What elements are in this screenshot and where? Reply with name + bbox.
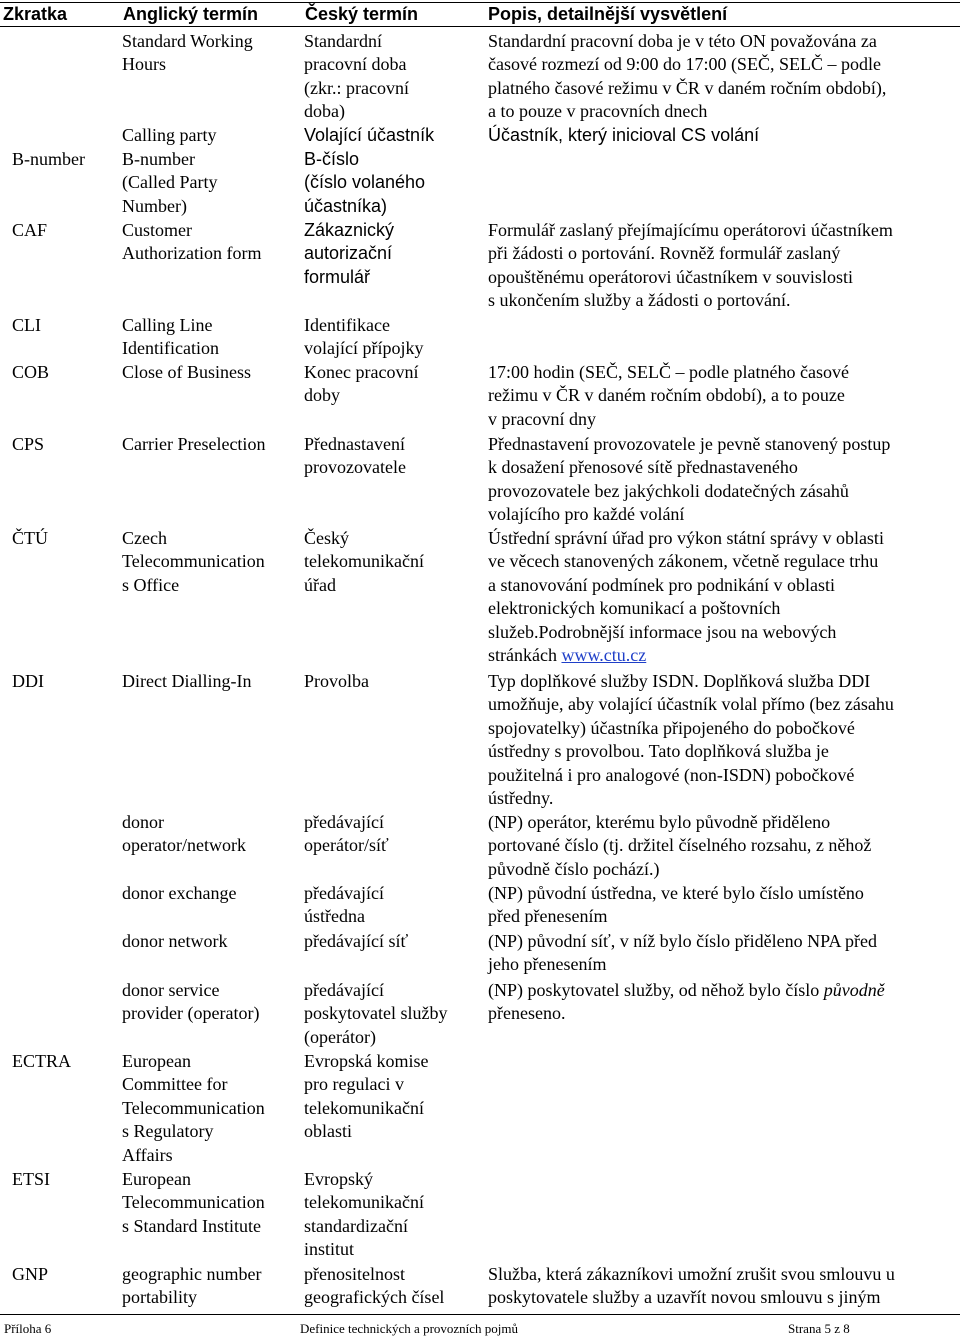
english-term-cell: [122, 930, 298, 953]
english-term-cell: [122, 314, 298, 361]
cell-line: Konec pracovní: [304, 362, 419, 382]
cell-line: Affairs: [122, 1144, 173, 1165]
cell-line: s ukončením služby a žádosti o portování.: [488, 290, 791, 311]
cell-line: donor exchange: [122, 883, 237, 903]
cell-line: Calling Line: [122, 315, 213, 335]
cell-line: Volající účastník: [304, 125, 435, 145]
abbreviation: CAF: [12, 220, 48, 240]
description-cell: [488, 219, 950, 313]
cell-line: Telecommunication: [122, 1097, 265, 1118]
cell-line: provider (operator): [122, 1003, 260, 1024]
cell-line: (Called Party: [122, 172, 218, 193]
cell-line: Hours: [122, 54, 166, 75]
abbr-cell: [12, 1168, 116, 1191]
cell-line: Committee for: [122, 1074, 228, 1095]
english-term-cell: [122, 30, 298, 77]
cell-line: telekomunikační: [304, 551, 424, 572]
cell-line: předávající: [304, 812, 384, 832]
cell-line: Customer: [122, 220, 192, 240]
cell-line: původně číslo pochází.): [488, 858, 660, 879]
english-term-cell: [122, 670, 298, 693]
cell-line: služeb.Podrobnější informace jsou na webových: [488, 621, 837, 642]
cell-line: úřad: [304, 574, 336, 595]
cell-line: volajícího pro každé volání: [488, 504, 685, 525]
cell-line: (číslo volaného: [304, 172, 426, 193]
description-cell: [488, 361, 950, 431]
text-run: stránkách: [488, 645, 562, 666]
cell-line: poskytovatel služby: [304, 1003, 448, 1024]
abbreviation: ECTRA: [12, 1051, 72, 1071]
czech-term-cell: [304, 148, 480, 218]
footer-page-number: Strana 5 z 8: [788, 1321, 850, 1336]
abbreviation: ČTÚ: [12, 528, 48, 548]
cell-line: portované číslo (tj. držitel číselného rozsahu, z něhož: [488, 835, 872, 856]
cell-line: Telecommunication: [122, 1192, 265, 1213]
cell-line: Identifikace: [304, 315, 390, 335]
header-anglicky: Anglický termín: [123, 4, 259, 24]
czech-term-cell: [304, 314, 480, 361]
cell-line: oblasti: [304, 1121, 352, 1142]
czech-term-cell: [304, 124, 480, 147]
cell-line: Czech: [122, 528, 167, 548]
cell-line: Authorization form: [122, 243, 262, 264]
description-cell: [488, 979, 950, 1026]
czech-term-cell: [304, 882, 480, 929]
cell-line: Number): [122, 195, 187, 216]
cell-line: donor network: [122, 931, 228, 951]
cell-line: použitelná i pro analogové (non-ISDN) pobočkové: [488, 764, 855, 785]
abbr-cell: [12, 670, 116, 693]
cell-line: Identification: [122, 338, 219, 359]
cell-line: časové rozmezí od 9:00 do 17:00 (SEČ, SELČ – podle: [488, 54, 881, 75]
abbr-cell: [12, 527, 116, 550]
cell-line: s Regulatory: [122, 1121, 214, 1142]
cell-line: standardizační: [304, 1215, 408, 1236]
cell-line: platného časové režimu v ČR v daném ročním období),: [488, 77, 887, 98]
abbr-cell: [12, 361, 116, 384]
cell-line: umožňuje, aby volající účastník volal přímo (bez zásahu: [488, 694, 894, 715]
description-cell: [488, 811, 950, 881]
cell-line: doba): [304, 101, 345, 122]
cell-line: donor: [122, 812, 164, 832]
english-term-cell: [122, 361, 298, 384]
description-cell: [488, 670, 950, 810]
czech-term-cell: [304, 30, 480, 124]
czech-term-cell: [304, 1168, 480, 1262]
cell-line: s Office: [122, 574, 180, 595]
cell-line: (zkr.: pracovní: [304, 77, 409, 98]
description-cell: [488, 433, 950, 527]
cell-line: Standard Working: [122, 31, 253, 51]
czech-term-cell: [304, 670, 480, 693]
abbr-cell: [12, 314, 116, 337]
cell-line: účastníka): [304, 195, 388, 216]
czech-term-cell: [304, 1263, 480, 1310]
czech-term-cell: [304, 979, 480, 1049]
abbreviation: COB: [12, 362, 50, 382]
cell-line: (operátor): [304, 1026, 376, 1047]
cell-line: k dosažení přenosové sítě přednastaveného: [488, 457, 798, 478]
cell-line: Standardní pracovní doba je v této ON považována za: [488, 31, 877, 51]
cell-line: donor service: [122, 980, 220, 1000]
cell-line: pro regulaci v: [304, 1074, 404, 1095]
emphasis-text: původně: [823, 980, 885, 1000]
cell-line: telekomunikační: [304, 1192, 424, 1213]
cell-line: (NP) operátor, kterému bylo původně přiděleno: [488, 812, 831, 832]
description-cell: [488, 527, 950, 667]
cell-line: spojovatelky) účastníka připojeného do pobočkové: [488, 717, 855, 738]
english-term-cell: [122, 979, 298, 1026]
english-term-cell: [122, 1050, 298, 1167]
description-cell: [488, 930, 950, 977]
abbreviation: CPS: [12, 434, 45, 454]
cell-line: pracovní doba: [304, 54, 407, 75]
cell-line: B-číslo: [304, 149, 360, 169]
footer-rule: [0, 1314, 960, 1315]
cell-line: European: [122, 1051, 191, 1071]
cell-line: a to pouze v pracovních dnech: [488, 101, 708, 122]
cell-line: volající přípojky: [304, 338, 424, 359]
cell-line: Evropský: [304, 1169, 373, 1189]
description-cell: [488, 882, 950, 929]
text-run: (NP) poskytovatel služby, od něhož bylo číslo: [488, 980, 824, 1000]
czech-term-cell: [304, 811, 480, 858]
czech-term-cell: [304, 930, 480, 953]
cell-line: formulář: [304, 266, 371, 287]
english-term-cell: [122, 148, 298, 218]
abbr-cell: [12, 219, 116, 242]
header-cesky: Český termín: [305, 4, 419, 24]
cell-line: při žádosti o portování. Rovněž formulář zaslaný: [488, 243, 841, 264]
cell-line: [488, 979, 950, 1002]
english-term-cell: [122, 1263, 298, 1310]
description-cell: [488, 30, 950, 124]
cell-line: jeho přenesením: [488, 954, 607, 975]
cell-line: operator/network: [122, 835, 246, 856]
english-term-cell: [122, 219, 298, 266]
cell-line: poskytovatele služby a uzavřít novou smlouvu s jiným: [488, 1287, 881, 1308]
footer-title: Definice technických a provozních pojmů: [300, 1321, 519, 1336]
czech-term-cell: [304, 527, 480, 597]
cell-line: ústředny s provolbou. Tato doplňková služba je: [488, 741, 829, 762]
cell-line: Přednastavení: [304, 434, 405, 454]
czech-term-cell: [304, 1050, 480, 1144]
cell-line: ústředna: [304, 906, 365, 927]
abbreviation: B-number: [12, 149, 85, 169]
abbreviation: DDI: [12, 671, 44, 691]
cell-line: [488, 644, 950, 667]
abbreviation: GNP: [12, 1264, 49, 1284]
footer-attachment: Příloha 6: [4, 1321, 52, 1336]
cell-line: Standardní: [304, 31, 382, 51]
abbr-cell: [12, 148, 116, 171]
abbr-cell: [12, 1050, 116, 1073]
cell-line: elektronických komunikací a poštovních: [488, 598, 781, 619]
cell-line: institut: [304, 1239, 355, 1260]
cell-line: přenositelnost: [304, 1264, 405, 1284]
cell-line: Formulář zaslaný přejímajícímu operátorovi účastníkem: [488, 220, 893, 240]
cell-line: předávající: [304, 883, 384, 903]
cell-line: geografických čísel: [304, 1287, 445, 1308]
cell-line: Telecommunication: [122, 551, 265, 572]
cell-line: 17:00 hodin (SEČ, SELČ – podle platného časové: [488, 362, 849, 382]
cell-line: autorizační: [304, 243, 393, 264]
header-popis: Popis, detailnější vysvětlení: [488, 4, 728, 24]
cell-line: předávající síť: [304, 931, 409, 951]
cell-line: Direct Dialling-In: [122, 671, 252, 691]
cell-line: Typ doplňkové služby ISDN. Doplňková služba DDI: [488, 671, 871, 691]
cell-line: provozovatele: [304, 457, 406, 478]
cell-line: B-number: [122, 149, 195, 169]
cell-line: Český: [304, 528, 349, 548]
cell-line: ústředny.: [488, 788, 554, 809]
czech-term-cell: [304, 433, 480, 480]
cell-line: přeneseno.: [488, 1003, 566, 1024]
cell-line: Zákaznický: [304, 220, 395, 240]
czech-term-cell: [304, 219, 480, 289]
cell-line: předávající: [304, 980, 384, 1000]
czech-term-cell: [304, 361, 480, 408]
description-cell: [488, 1263, 950, 1310]
cell-line: provozovatele bez jakýchkoli dodatečných zásahů: [488, 480, 849, 501]
english-term-cell: [122, 882, 298, 905]
cell-line: Služba, která zákazníkovi umožní zrušit svou smlouvu u: [488, 1264, 895, 1284]
cell-line: Evropská komise: [304, 1051, 429, 1071]
cell-line: Provolba: [304, 671, 369, 691]
cell-line: European: [122, 1169, 191, 1189]
cell-line: Close of Business: [122, 362, 252, 382]
english-term-cell: [122, 527, 298, 597]
cell-line: opouštěnému operátorovi účastníkem v souvislosti: [488, 266, 853, 287]
cell-line: s Standard Institute: [122, 1215, 261, 1236]
english-term-cell: [122, 433, 298, 456]
abbreviation: CLI: [12, 315, 41, 335]
cell-line: Calling party: [122, 125, 217, 145]
abbr-cell: [12, 433, 116, 456]
description-cell: [488, 124, 950, 147]
cell-line: Ústřední správní úřad pro výkon státní správy v oblasti: [488, 528, 884, 548]
cell-line: v pracovní dny: [488, 408, 596, 429]
cell-line: (NP) původní ústředna, ve které bylo číslo umístěno: [488, 883, 864, 903]
english-term-cell: [122, 811, 298, 858]
header-divider: [0, 26, 960, 27]
cell-line: a stanovování podmínek pro podnikání v oblasti: [488, 574, 835, 595]
cell-line: telekomunikační: [304, 1097, 424, 1118]
abbreviation: ETSI: [12, 1169, 50, 1189]
cell-line: doby: [304, 385, 340, 406]
cell-line: (NP) původní síť, v níž bylo číslo přiděleno NPA před: [488, 931, 878, 951]
cell-line: Přednastavení provozovatele je pevně stanovený postup: [488, 434, 891, 454]
ctu-website-link[interactable]: www.ctu.cz: [561, 645, 647, 666]
cell-line: režimu v ČR v daném ročním období), a to pouze: [488, 385, 845, 406]
cell-line: Účastník, který inicioval CS volání: [488, 125, 760, 145]
cell-line: před přenesením: [488, 906, 608, 927]
abbr-cell: [12, 1263, 116, 1286]
header-zkratka: Zkratka: [3, 4, 68, 24]
cell-line: operátor/síť: [304, 835, 389, 856]
cell-line: portability: [122, 1287, 197, 1308]
english-term-cell: [122, 124, 298, 147]
cell-line: Carrier Preselection: [122, 434, 266, 454]
cell-line: geographic number: [122, 1264, 262, 1284]
english-term-cell: [122, 1168, 298, 1238]
cell-line: ve věcech stanovených zákonem, včetně regulace trhu: [488, 551, 879, 572]
